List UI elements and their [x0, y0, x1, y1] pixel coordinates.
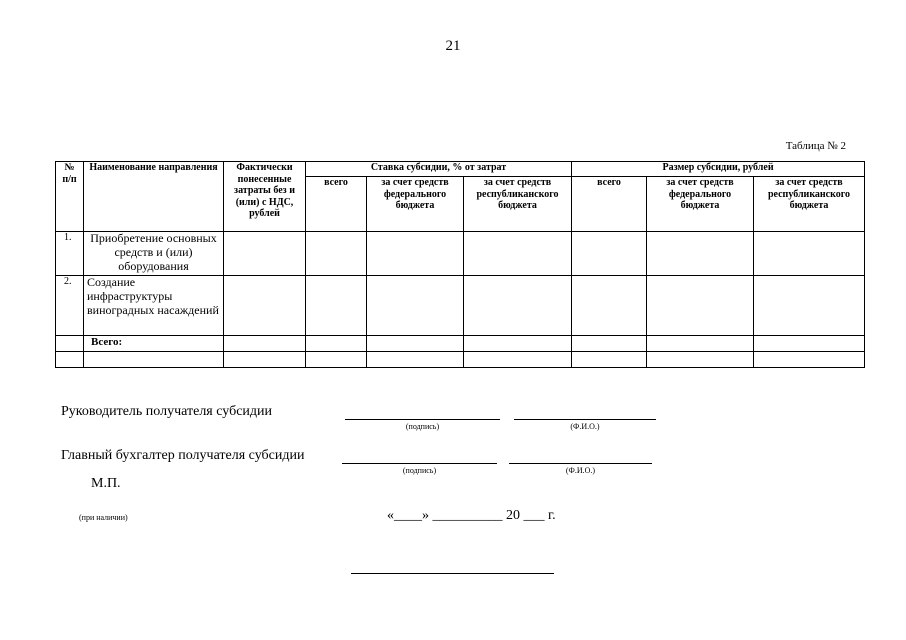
accountant-signature-hint: (подпись) [402, 466, 437, 475]
header-size-total: всего [572, 177, 647, 232]
cell-rate-federal[interactable] [367, 276, 464, 336]
cell-size-republic[interactable] [754, 232, 865, 276]
cell-size-total[interactable] [572, 232, 647, 276]
date-line: «____» __________ 20 ___ г. [387, 508, 556, 523]
cell-size-total[interactable] [572, 276, 647, 336]
seal-label: М.П. [91, 476, 121, 491]
total-rate-total[interactable] [306, 336, 367, 352]
header-rate-federal: за счет средств федерального бюджета [367, 177, 464, 232]
total-rate-republic[interactable] [464, 336, 572, 352]
header-name: Наименование направления [84, 162, 224, 232]
total-label: Всего: [84, 336, 224, 352]
header-rate-total: всего [306, 177, 367, 232]
header-rate-group: Ставка субсидии, % от затрат [306, 162, 572, 177]
cell-rate-total[interactable] [306, 276, 367, 336]
cell-actual-costs[interactable] [224, 232, 306, 276]
table-row [56, 276, 865, 336]
header-size-republic: за счет средств республиканского бюджета [754, 177, 865, 232]
header-actual-costs: Фактически понесенные затраты без и (или) с НДС, рублей [224, 162, 306, 232]
cell-rate-federal[interactable] [367, 232, 464, 276]
cell-actual-costs[interactable] [224, 276, 306, 336]
bottom-line [351, 573, 554, 574]
accountant-label: Главный бухгалтер получателя субсидии [61, 448, 305, 463]
seal-note: (при наличии) [79, 513, 128, 522]
cell-size-federal[interactable] [647, 232, 754, 276]
page-number: 21 [445, 38, 461, 54]
row-num: 2. [56, 276, 84, 336]
header-rate-republic: за счет средств республиканского бюджета [464, 177, 572, 232]
total-size-republic[interactable] [754, 336, 865, 352]
table-row [56, 232, 865, 276]
cell-rate-republic[interactable] [464, 276, 572, 336]
total-size-total[interactable] [572, 336, 647, 352]
empty-row [56, 352, 865, 368]
total-row [56, 336, 865, 352]
head-fio-line[interactable] [514, 419, 656, 420]
head-signature-hint: (подпись) [405, 422, 440, 431]
head-label: Руководитель получателя субсидии [61, 404, 273, 419]
total-actual-costs[interactable] [224, 336, 306, 352]
cell-rate-total[interactable] [306, 232, 367, 276]
accountant-fio-line[interactable] [509, 463, 652, 464]
cell-size-federal[interactable] [647, 276, 754, 336]
row-name: Приобретение основных средств и (или) оборудования [84, 232, 224, 276]
accountant-signature-line[interactable] [342, 463, 497, 464]
total-num-cell [56, 336, 84, 352]
cell-rate-republic[interactable] [464, 232, 572, 276]
table-caption: Таблица № 2 [785, 140, 846, 152]
accountant-fio-hint: (Ф.И.О.) [565, 466, 596, 475]
head-fio-hint: (Ф.И.О.) [570, 422, 600, 431]
header-num: № п/п [56, 162, 84, 232]
total-size-federal[interactable] [647, 336, 754, 352]
header-size-federal: за счет средств федерального бюджета [647, 177, 754, 232]
head-signature-line[interactable] [345, 419, 500, 420]
header-size-group: Размер субсидии, рублей [572, 162, 865, 177]
total-rate-federal[interactable] [367, 336, 464, 352]
subsidy-table [55, 161, 865, 368]
cell-size-republic[interactable] [754, 276, 865, 336]
row-name: Создание инфраструктуры виноградных насаждений [84, 276, 224, 336]
row-num: 1. [56, 232, 84, 276]
